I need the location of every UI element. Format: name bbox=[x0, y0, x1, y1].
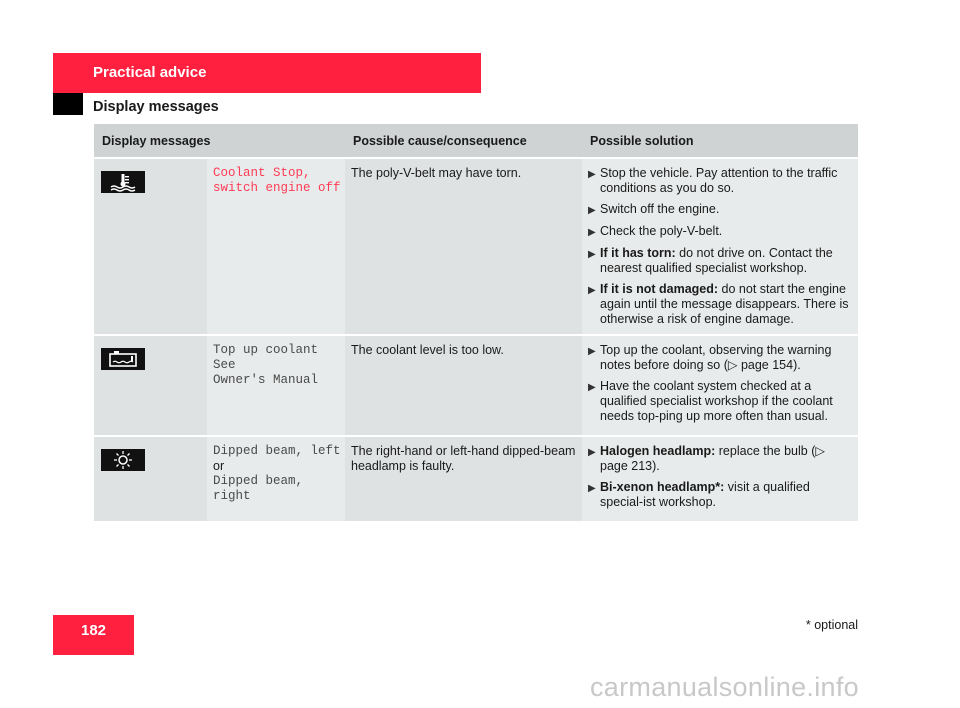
solution-condition: If it has torn: bbox=[600, 246, 676, 260]
solution-text: visit a qualified special-ist workshop. bbox=[600, 480, 810, 509]
icon-cell bbox=[94, 336, 207, 435]
bullet-arrow-icon: ▶ bbox=[588, 249, 596, 260]
or-separator: or bbox=[213, 459, 225, 473]
display-message-line: Dipped beam, right bbox=[213, 474, 304, 503]
solution-condition: Halogen headlamp: bbox=[600, 444, 716, 458]
solution-condition: Bi-xenon headlamp*: bbox=[600, 480, 725, 494]
solution-item bbox=[588, 379, 856, 424]
display-message-line: Dipped beam, left bbox=[213, 444, 341, 458]
column-header-cause: Possible cause/consequence bbox=[353, 134, 527, 148]
table-row bbox=[94, 159, 858, 334]
table-row bbox=[94, 336, 858, 435]
solution-cell bbox=[582, 437, 858, 521]
section-title: Practical advice bbox=[93, 64, 207, 81]
cause-cell bbox=[345, 437, 582, 521]
cause-cell bbox=[345, 336, 582, 435]
icon-cell bbox=[94, 159, 207, 334]
bullet-arrow-icon: ▶ bbox=[588, 447, 596, 458]
solution-item bbox=[588, 444, 856, 474]
cause-text: The poly-V-belt may have torn. bbox=[351, 166, 522, 180]
column-header-solution: Possible solution bbox=[590, 134, 694, 148]
solution-text: Check the poly-V-belt. bbox=[600, 224, 723, 238]
solution-cell bbox=[582, 159, 858, 334]
bullet-arrow-icon: ▶ bbox=[588, 483, 596, 494]
solution-item bbox=[588, 166, 856, 196]
section-marker bbox=[53, 93, 83, 115]
coolant-temperature-warning-icon bbox=[101, 171, 145, 193]
solution-text: Top up the coolant, observing the warning notes before doing so (▷ page 154). bbox=[600, 343, 832, 372]
cause-text: The coolant level is too low. bbox=[351, 343, 504, 357]
watermark: carmanualsonline.info bbox=[590, 672, 859, 702]
table-row bbox=[94, 437, 858, 521]
coolant-level-icon bbox=[101, 348, 145, 370]
solution-item bbox=[588, 246, 856, 276]
bullet-arrow-icon: ▶ bbox=[588, 169, 596, 180]
column-header-display-messages: Display messages bbox=[102, 134, 211, 148]
solution-text: Have the coolant system checked at a qualified specialist workshop if the coolant needs top-ping up more often than usual. bbox=[600, 379, 833, 423]
solution-condition: If it is not damaged: bbox=[600, 282, 719, 296]
solution-item bbox=[588, 282, 856, 327]
solution-text: do not start the engine again until the message disappears. There is otherwise a risk of engine damage. bbox=[600, 282, 849, 326]
solution-item bbox=[588, 480, 856, 510]
display-messages-table bbox=[94, 124, 858, 523]
message-cell bbox=[207, 437, 345, 521]
bulb-failure-icon bbox=[101, 449, 145, 471]
solution-text: Stop the vehicle. Pay attention to the traffic conditions as you do so. bbox=[600, 166, 838, 195]
page-number: 182 bbox=[80, 622, 107, 639]
bullet-arrow-icon: ▶ bbox=[588, 285, 596, 296]
bullet-arrow-icon: ▶ bbox=[588, 227, 596, 238]
display-message-line: Top up coolant See bbox=[213, 343, 319, 372]
solution-item bbox=[588, 224, 856, 240]
solution-item bbox=[588, 343, 856, 373]
solution-item bbox=[588, 202, 856, 218]
solution-cell bbox=[582, 336, 858, 435]
footnote: * optional bbox=[805, 618, 858, 632]
message-cell bbox=[207, 336, 345, 435]
solution-text: replace the bulb (▷ page 213). bbox=[600, 444, 825, 473]
solution-text: Switch off the engine. bbox=[600, 202, 720, 216]
bullet-arrow-icon: ▶ bbox=[588, 205, 596, 216]
solution-text: do not drive on. Contact the nearest qualified specialist workshop. bbox=[600, 246, 833, 275]
bullet-arrow-icon: ▶ bbox=[588, 382, 596, 393]
cause-cell bbox=[345, 159, 582, 334]
icon-cell bbox=[94, 437, 207, 521]
message-cell bbox=[207, 159, 345, 334]
bullet-arrow-icon: ▶ bbox=[588, 346, 596, 357]
table-header bbox=[94, 124, 858, 157]
display-message-line: switch engine off bbox=[213, 181, 341, 195]
cause-text: The right-hand or left-hand dipped-beam headlamp is faulty. bbox=[351, 444, 576, 473]
display-message-line: Coolant Stop, bbox=[213, 166, 311, 180]
display-message-line: Owner's Manual bbox=[213, 373, 319, 387]
page-subtitle: Display messages bbox=[93, 99, 219, 115]
